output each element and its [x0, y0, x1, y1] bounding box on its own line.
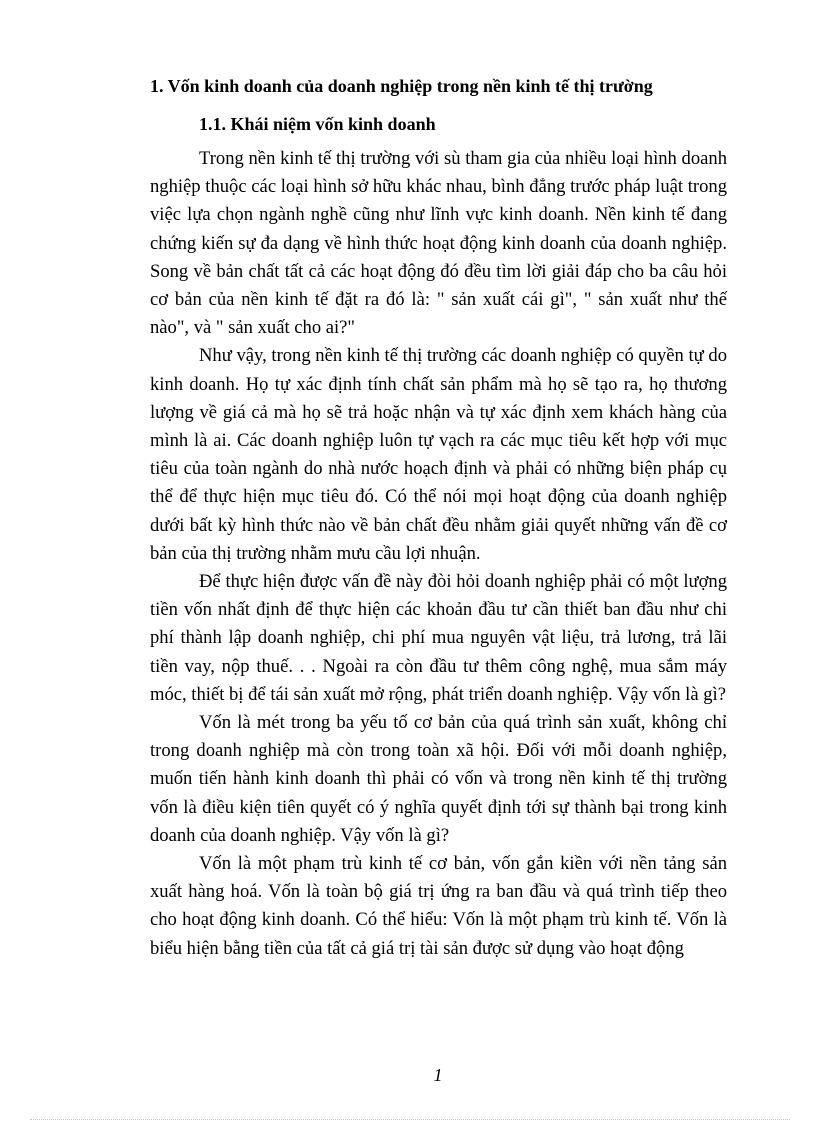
paragraph-1: Trong nền kinh tế thị trường với sù tham gia của nhiều loại hình doanh nghiệp thuộc các loại hình sở hữu khác nhau, bình đẳng trước pháp luật trong việc lựa chọn ngành nghề cũng như lĩnh vực kinh doanh. Nền kinh tế đang chứng kiến sự đa dạng về hình thức hoạt động kinh doanh của doanh nghiệp. Song về bản chất tất cả các hoạt động đó đều tìm lời giải đáp cho ba câu hỏi cơ bản của nền kinh tế đặt ra đó là: " sản xuất cái gì", " sản xuất như thế nào", và " sản xuất cho ai?" [150, 148, 727, 339]
page-bottom-border [30, 1119, 790, 1120]
paragraph-3: Để thực hiện được vấn đề này đòi hỏi doanh nghiệp phải có một lượng tiền vốn nhất định để thực hiện các khoản đầu tư cần thiết ban đầu như chi phí thành lập doanh nghiệp, chi phí mua nguyên vật liệu, trả lương, trả lãi tiền vay, nộp thuế. . . Ngoài ra còn đầu tư thêm công nghệ, mua sắm máy móc, thiết bị để tái sản xuất mở rộng, phát triển doanh nghiệp. Vậy vốn là gì? [150, 571, 727, 705]
paragraph-2: Như vậy, trong nền kinh tế thị trường các doanh nghiệp có quyền tự do kinh doanh. Họ tự xác định tính chất sản phẩm mà họ sẽ tạo ra, họ thương lượng về giá cả mà họ sẽ trả hoặc nhận và tự xác định xem khách hàng của mình là ai. Các doanh nghiệp luôn tự vạch ra các mục tiêu kết hợp với mục tiêu của toàn ngành do nhà nước hoạch định và phải có những biện pháp cụ thể để thực hiện mục tiêu đó. Có thể nói mọi hoạt động của doanh nghiệp dưới bất kỳ hình thức nào về bản chất đều nhằm giải quyết những vấn đề cơ bản của thị trường nhằm mưu cầu lợi nhuận. [150, 345, 727, 564]
paragraph-4: Vốn là mét trong ba yếu tố cơ bản của quá trình sản xuất, không chỉ trong doanh nghiệp mà còn trong toàn xã hội. Đối với mỗi doanh nghiệp, muốn tiến hành kinh doanh thì phải có vốn và trong nền kinh tế thị trường vốn là điều kiện tiên quyết có ý nghĩa quyết định tới sự thành bại trong kinh doanh của doanh nghiệp. Vậy vốn là gì? [150, 712, 727, 846]
page-number: 1 [433, 1065, 443, 1085]
paragraph-5: Vốn là một phạm trù kinh tế cơ bản, vốn gắn kiền với nền tảng sản xuất hàng hoá. Vốn là toàn bộ giá trị ứng ra ban đầu và quá trình tiếp theo cho hoạt động kinh doanh. Có thể hiểu: Vốn là một phạm trù kinh tế. Vốn là biểu hiện bằng tiền của tất cả giá trị tài sản được sử dụng vào hoạt động [150, 853, 727, 959]
section-heading: 1. Vốn kinh doanh của doanh nghiệp trong nền kinh tế thị trường [150, 76, 653, 96]
subsection-heading: 1.1. Khái niệm vốn kinh doanh [199, 114, 436, 134]
body-text [150, 145, 727, 963]
